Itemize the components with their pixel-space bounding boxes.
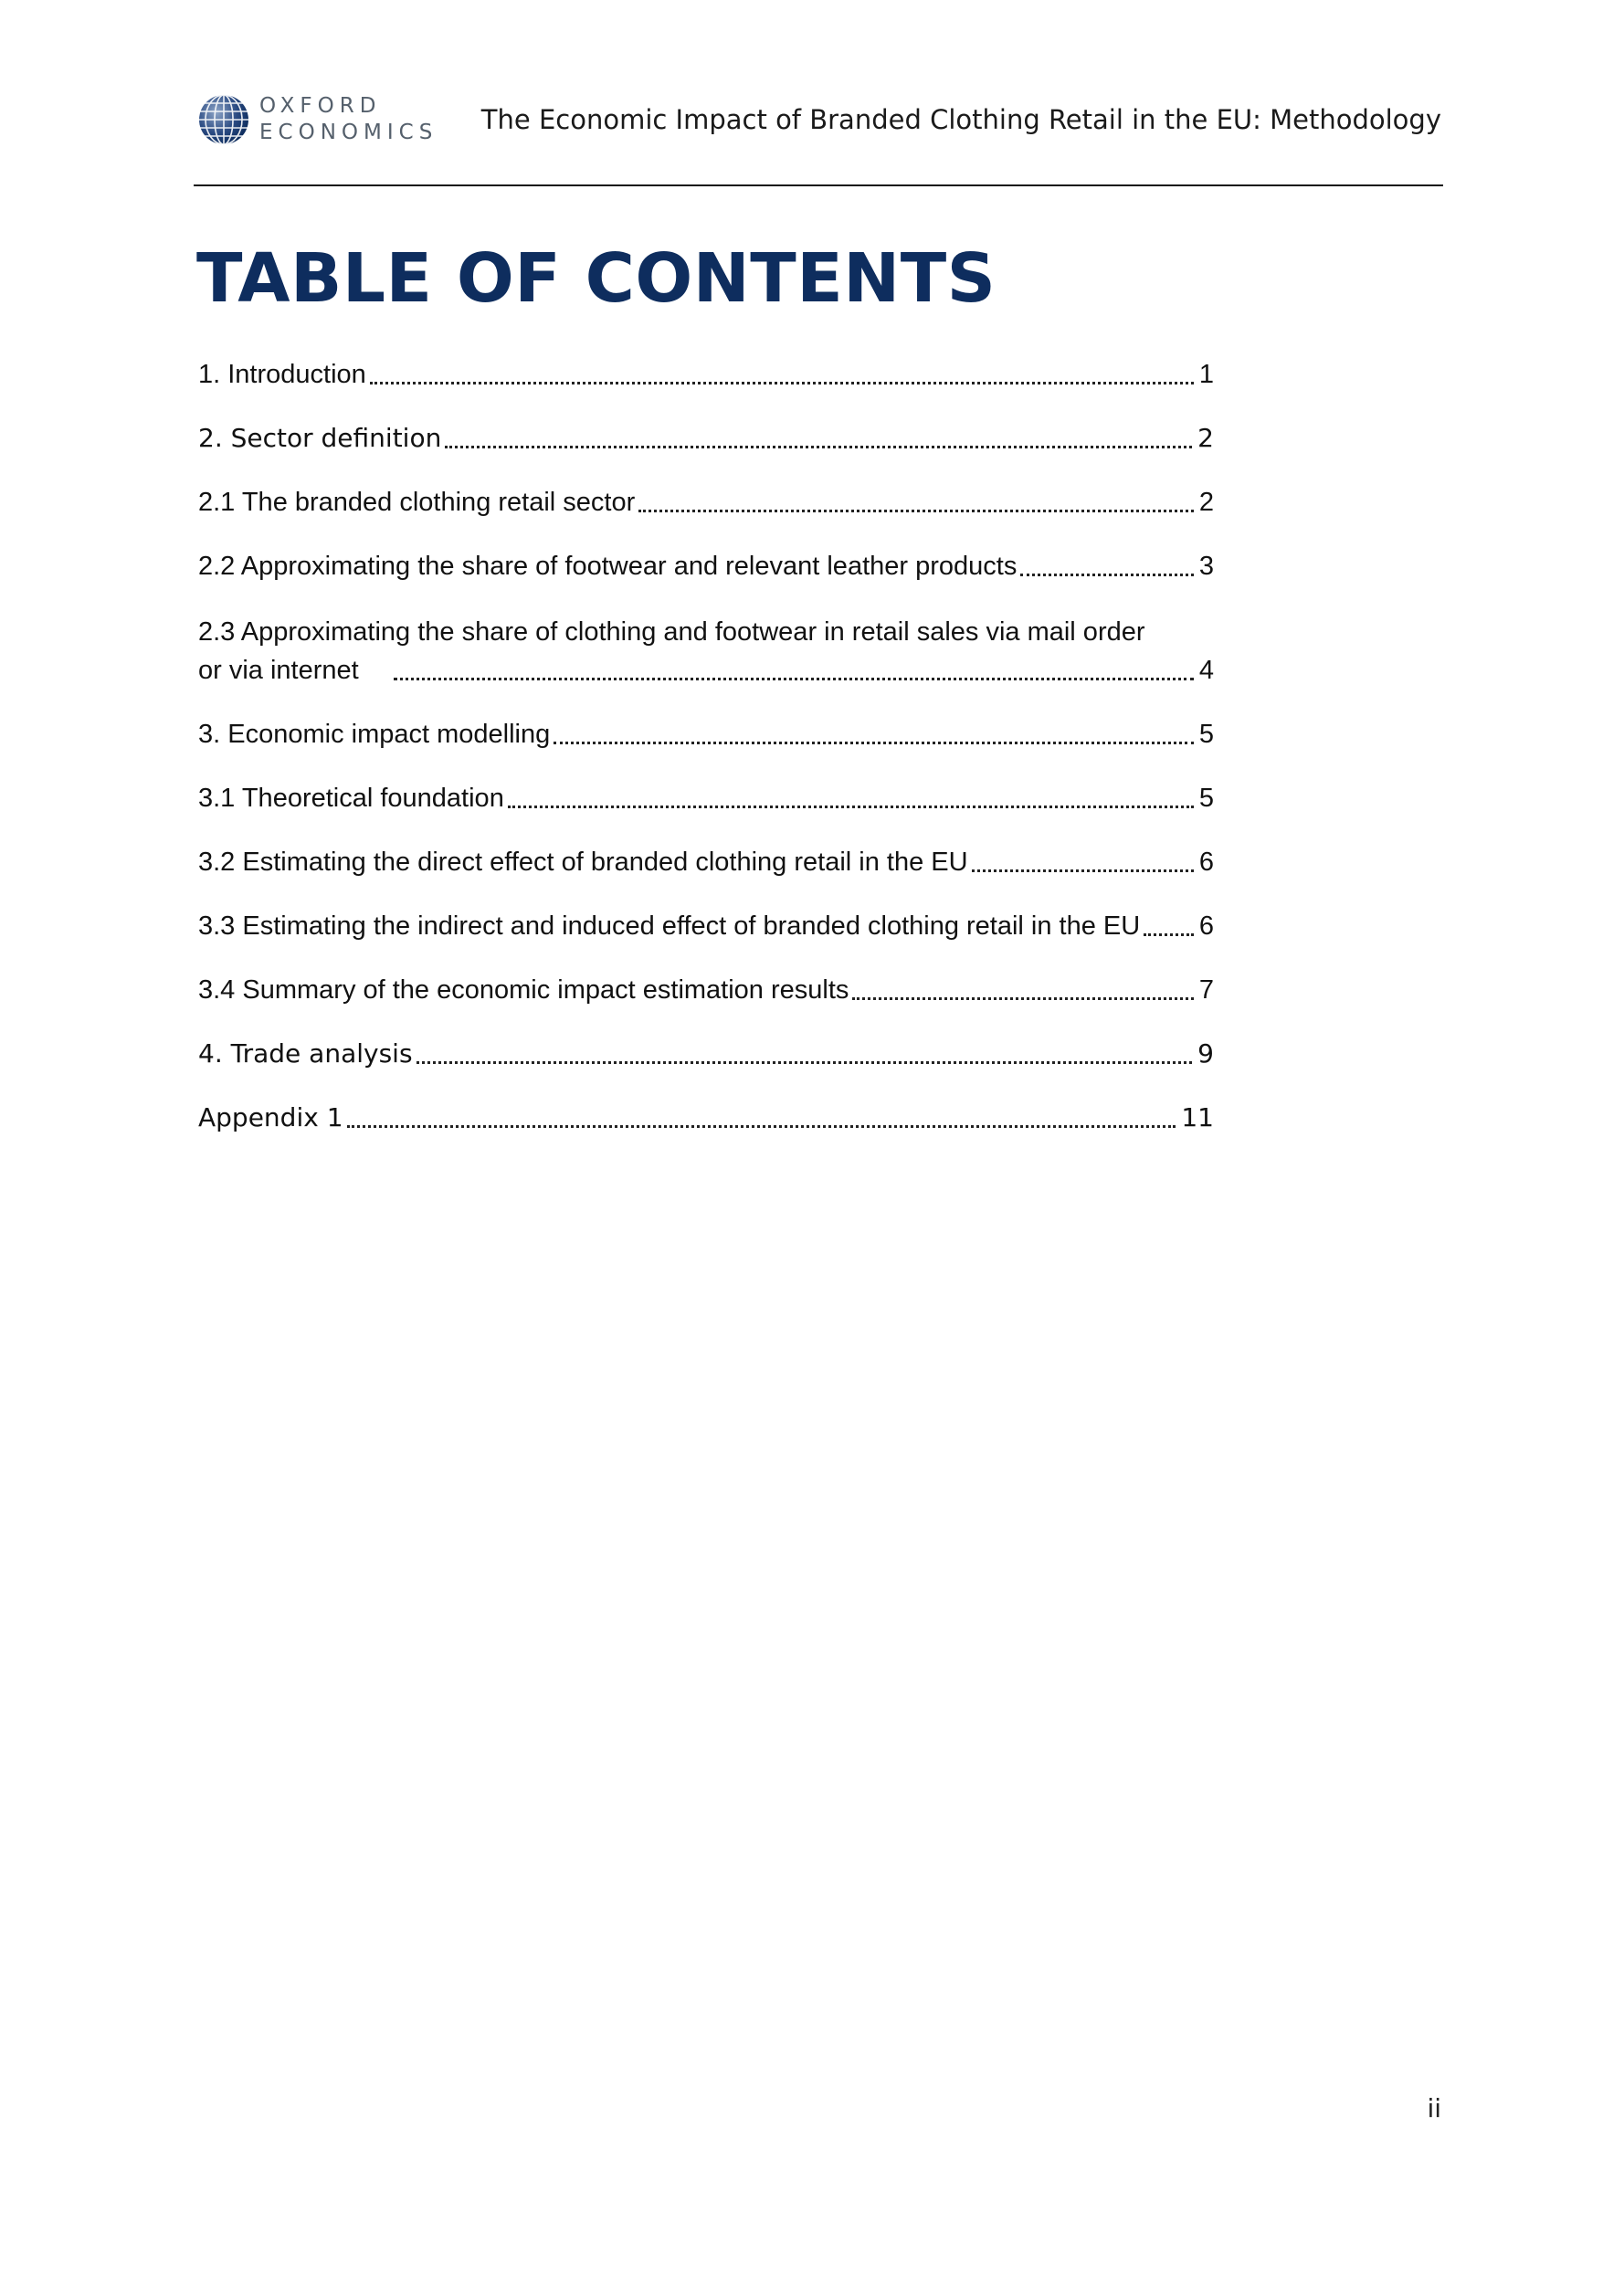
globe-icon	[197, 93, 250, 146]
oxford-economics-logo	[197, 93, 438, 146]
toc-entry-label: 4. Trade analysis	[198, 1038, 413, 1069]
toc-entry-page: 2	[1197, 423, 1214, 453]
logo-line-economics: ECONOMICS	[259, 121, 438, 144]
toc-entry-label: 2. Sector definition	[198, 423, 442, 453]
toc-entry-page: 3	[1198, 552, 1214, 581]
toc-entry-branded-clothing-retail-sector[interactable]	[198, 484, 1214, 521]
toc-entry-page: 2	[1198, 488, 1214, 517]
toc-entry-introduction[interactable]	[198, 356, 1214, 393]
toc-entry-label-line1: 2.3 Approximating the share of clothing and footwear in retail sales via mail order	[198, 617, 1145, 647]
toc-entry-direct-effect[interactable]	[198, 844, 1214, 880]
toc-entry-label: Appendix 1	[198, 1102, 343, 1132]
dot-leader	[554, 742, 1194, 744]
toc-heading: TABLE OF CONTENTS	[196, 239, 997, 318]
toc-entry-page: 6	[1198, 911, 1214, 941]
dot-leader	[1020, 574, 1194, 576]
toc-entry-page: 9	[1197, 1038, 1214, 1069]
toc-entry-page: 1	[1198, 360, 1214, 389]
toc-entry-label: 2.1 The branded clothing retail sector	[198, 488, 636, 517]
toc-entry-page: 6	[1198, 848, 1214, 877]
toc-entry-theoretical-foundation[interactable]	[198, 780, 1214, 816]
toc-entry-page: 5	[1198, 720, 1214, 749]
dot-leader	[347, 1125, 1176, 1128]
toc-entry-sector-definition[interactable]	[198, 420, 1214, 457]
dot-leader	[638, 510, 1194, 512]
table-of-contents	[198, 356, 1214, 1164]
page-number: ii	[1427, 2093, 1441, 2123]
dot-leader	[508, 806, 1194, 808]
toc-entry-label: 2.2 Approximating the share of footwear and relevant leather products	[198, 552, 1018, 581]
toc-entry-summary-results[interactable]	[198, 972, 1214, 1008]
dot-leader	[972, 869, 1194, 872]
dot-leader	[445, 446, 1192, 448]
logo-wordmark	[259, 93, 438, 146]
page-header	[194, 88, 1443, 186]
toc-entry-label-line2: or via internet	[198, 656, 359, 685]
toc-entry-page: 11	[1181, 1102, 1214, 1132]
toc-entry-page: 5	[1198, 784, 1214, 813]
dot-leader	[852, 997, 1193, 1000]
document-title: The Economic Impact of Branded Clothing Retail in the EU: Methodology	[480, 104, 1441, 135]
toc-entry-trade-analysis[interactable]	[198, 1036, 1214, 1072]
toc-entry-economic-impact-modelling[interactable]	[198, 716, 1214, 753]
toc-entry-page: 7	[1198, 975, 1214, 1005]
dot-leader	[1144, 933, 1194, 936]
toc-entry-page: 4	[1198, 656, 1214, 685]
toc-entry-indirect-induced-effect[interactable]	[198, 908, 1214, 944]
toc-entry-appendix-1[interactable]	[198, 1100, 1214, 1136]
dot-leader	[417, 1061, 1193, 1064]
dot-leader	[370, 382, 1194, 384]
toc-entry-label: 3.4 Summary of the economic impact estimation results	[198, 975, 849, 1005]
dot-leader	[394, 678, 1194, 680]
toc-entry-label: 3.3 Estimating the indirect and induced effect of branded clothing retail in the EU	[198, 911, 1141, 941]
toc-entry-label: 3. Economic impact modelling	[198, 720, 551, 749]
toc-entry-label: 1. Introduction	[198, 360, 366, 389]
toc-entry-label: 3.1 Theoretical foundation	[198, 784, 504, 813]
logo-line-oxford: OXFORD	[259, 94, 382, 118]
toc-entry-label: 3.2 Estimating the direct effect of branded clothing retail in the EU	[198, 848, 968, 877]
header-divider	[194, 184, 1443, 186]
toc-entry-footwear-leather-share[interactable]	[198, 548, 1214, 585]
toc-entry-mail-order-internet-share[interactable]	[198, 612, 1214, 689]
